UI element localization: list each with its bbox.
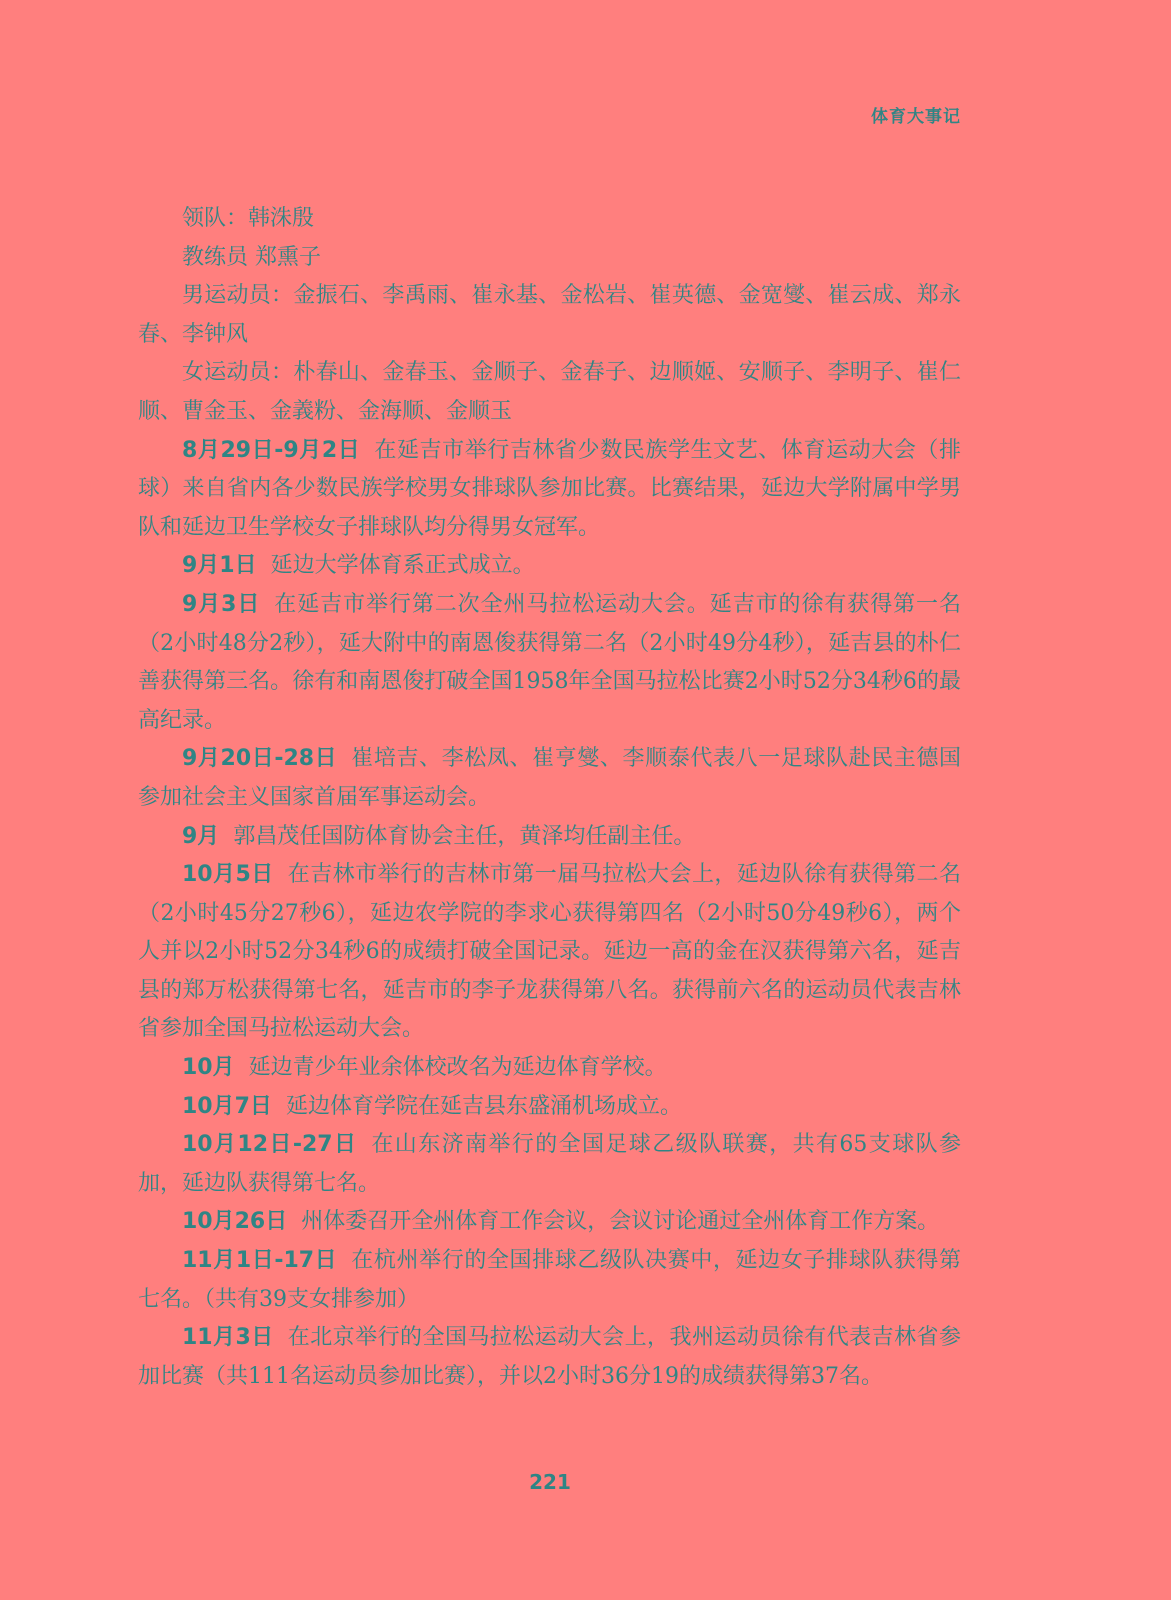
entry-date: 10月7日 [182,1093,272,1119]
entry-date: 9月 [182,823,220,849]
paragraph [138,586,961,740]
paragraph-text: 男运动员：金振石、李禹雨、崔永基、金松岩、崔英德、金宽燮、崔云成、郑永春、李钟风 [138,283,961,347]
entry-date: 8月29日-9月2日 [182,437,361,463]
paragraph-text: 崔培吉、李松凤、崔亨燮、李顺泰代表八一足球队赴民主德国参加社会主义国家首届军事运动会。 [138,746,961,810]
entry-date: 11月3日 [182,1325,274,1351]
paragraph-text: 在延吉市举行吉林省少数民族学生文艺、体育运动大会（排球）来自省内各少数民族学校男女排球队参加比赛。比赛结果，延边大学附属中学男队和延边卫生学校女子排球队均分得男女冠军。 [138,437,961,540]
document-body [138,200,961,1396]
entry-date: 9月1日 [182,553,257,579]
running-head: 体育大事记 [871,107,961,127]
page-number: 221 [529,1470,571,1494]
entry-date: 9月3日 [182,591,261,617]
paragraph [138,200,961,239]
entry-date: 9月20日-28日 [182,746,338,772]
paragraph [138,818,961,857]
paragraph [138,547,961,586]
paragraph-text: 在延吉市举行第二次全州马拉松运动大会。延吉市的徐有获得第一名（2小时48分2秒），延大附中的南恩俊获得第二名（2小时49分4秒），延吉县的朴仁善获得第三名。徐有和南恩俊打破全国1958年全国马拉松比赛2小时52分34秒6的最高纪录。 [138,591,961,733]
entry-date: 10月12日-27日 [182,1132,358,1158]
entry-date: 10月 [182,1055,235,1081]
paragraph [138,277,961,354]
paragraph [138,1319,961,1396]
paragraph [138,432,961,548]
paragraph-text: 在杭州举行的全国排球乙级队决赛中，延边女子排球队获得第七名。（共有39支女排参加） [138,1248,961,1312]
paragraph [138,856,961,1049]
entry-date: 11月1日-17日 [182,1248,338,1274]
paragraph [138,740,961,817]
entry-date: 10月26日 [182,1209,288,1235]
entry-date: 10月5日 [182,862,274,888]
paragraph [138,1242,961,1319]
paragraph [138,1049,961,1088]
paragraph-text: 延边体育学院在延吉县东盛涌机场成立。 [285,1093,682,1119]
paragraph-text: 在山东济南举行的全国足球乙级队联赛，共有65支球队参加，延边队获得第七名。 [138,1132,961,1196]
paragraph-text: 领队：韩洙殷 [182,206,315,231]
paragraph-text: 延边大学体育系正式成立。 [270,553,535,579]
paragraph-text: 在吉林市举行的吉林市第一届马拉松大会上，延边队徐有获得第二名（2小时45分27秒6），延边农学院的李求心获得第四名（2小时50分49秒6），两个人并以2小时52分34秒6的成绩打破全国记录。延边一高的金在汉获得第六名，延吉县的郑万松获得第七名，延吉市的李子龙获得第八名。获得前六名的运动员代表吉林省参加全国马拉松运动大会。 [138,862,961,1042]
paragraph [138,354,961,431]
paragraph-text: 在北京举行的全国马拉松运动大会上，我州运动员徐有代表吉林省参加比赛（共111名运动员参加比赛），并以2小时36分19的成绩获得第37名。 [138,1325,961,1389]
paragraph [138,1088,961,1127]
paragraph [138,1203,961,1242]
paragraph-text: 州体委召开全州体育工作会议，会议讨论通过全州体育工作方案。 [301,1209,940,1235]
paragraph-text: 延边青少年业余体校改名为延边体育学校。 [248,1055,667,1081]
paragraph-text: 教练员 郑熏子 [182,244,321,270]
paragraph [138,239,961,278]
paragraph-text: 郭昌茂任国防体育协会主任，黄泽均任副主任。 [233,823,696,849]
paragraph [138,1126,961,1203]
paragraph-text: 女运动员：朴春山、金春玉、金顺子、金春子、边顺姬、安顺子、李明子、崔仁顺、曹金玉、金義粉、金海顺、金顺玉 [138,360,961,424]
